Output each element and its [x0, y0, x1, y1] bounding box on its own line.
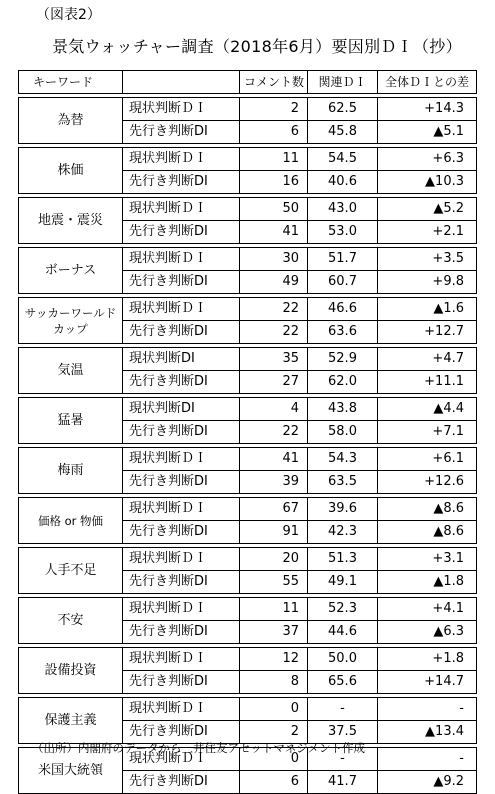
count-cell: 22	[240, 298, 308, 321]
diff-cell: +3.1	[378, 548, 477, 571]
related-di-cell: -	[308, 698, 378, 721]
count-cell: 49	[240, 271, 308, 294]
diff-cell: +7.1	[378, 421, 477, 444]
table-row	[19, 398, 477, 421]
keyword-cell: 気温	[19, 348, 123, 394]
table-row	[19, 598, 477, 621]
type-cell: 現状判断DI	[123, 348, 240, 371]
related-di-cell: 44.6	[308, 621, 378, 644]
type-cell: 先行き判断DI	[123, 271, 240, 294]
related-di-cell: 52.3	[308, 598, 378, 621]
diff-cell: +4.1	[378, 598, 477, 621]
diff-cell: ▲1.8	[378, 571, 477, 594]
diff-cell: ▲13.4	[378, 721, 477, 744]
related-di-cell: 43.8	[308, 398, 378, 421]
header-row	[19, 71, 477, 94]
source-note: （出所）内閣府のデータから三井住友アセットマネジメント作成	[32, 741, 366, 755]
related-di-cell: 50.0	[308, 648, 378, 671]
keyword-cell: 不安	[19, 598, 123, 644]
table-row	[19, 298, 477, 321]
type-cell: 現状判断ＤＩ	[123, 248, 240, 271]
type-cell: 先行き判断DI	[123, 771, 240, 794]
diff-cell: +3.5	[378, 248, 477, 271]
related-di-cell: 63.5	[308, 471, 378, 494]
table-row	[19, 148, 477, 171]
diff-cell: ▲6.3	[378, 621, 477, 644]
count-cell: 8	[240, 671, 308, 694]
diff-cell: +2.1	[378, 221, 477, 244]
diff-cell: +6.1	[378, 448, 477, 471]
type-cell: 現状判断ＤＩ	[123, 298, 240, 321]
header-related: 関連ＤＩ	[308, 71, 378, 94]
header-keyword: キーワード	[19, 71, 123, 94]
diff-cell: ▲10.3	[378, 171, 477, 194]
diff-cell: +1.8	[378, 648, 477, 671]
type-cell: 先行き判断DI	[123, 321, 240, 344]
count-cell: 41	[240, 448, 308, 471]
related-di-cell: 53.0	[308, 221, 378, 244]
keyword-cell: 設備投資	[19, 648, 123, 694]
keyword-cell: サッカーワールドカップ	[19, 298, 123, 344]
related-di-cell: 51.3	[308, 548, 378, 571]
diff-cell: +12.6	[378, 471, 477, 494]
keyword-cell: 保護主義	[19, 698, 123, 744]
diff-cell: ▲1.6	[378, 298, 477, 321]
type-cell: 先行き判断DI	[123, 121, 240, 144]
type-cell: 現状判断ＤＩ	[123, 698, 240, 721]
type-cell: 現状判断ＤＩ	[123, 198, 240, 221]
diff-cell: ▲5.1	[378, 121, 477, 144]
table-row	[19, 648, 477, 671]
related-di-cell: 52.9	[308, 348, 378, 371]
type-cell: 現状判断ＤＩ	[123, 648, 240, 671]
count-cell: 0	[240, 748, 308, 771]
related-di-cell: 58.0	[308, 421, 378, 444]
related-di-cell: 51.7	[308, 248, 378, 271]
related-di-cell: -	[308, 748, 378, 771]
diff-cell: +6.3	[378, 148, 477, 171]
count-cell: 39	[240, 471, 308, 494]
related-di-cell: 37.5	[308, 721, 378, 744]
count-cell: 11	[240, 148, 308, 171]
type-cell: 先行き判断DI	[123, 571, 240, 594]
count-cell: 55	[240, 571, 308, 594]
related-di-cell: 54.5	[308, 148, 378, 171]
diff-cell: +4.7	[378, 348, 477, 371]
count-cell: 30	[240, 248, 308, 271]
type-cell: 現状判断ＤＩ	[123, 148, 240, 171]
header-count: コメント数	[240, 71, 308, 94]
related-di-cell: 62.5	[308, 98, 378, 121]
di-table	[18, 70, 477, 794]
table-row	[19, 248, 477, 271]
related-di-cell: 39.6	[308, 498, 378, 521]
count-cell: 12	[240, 648, 308, 671]
related-di-cell: 49.1	[308, 571, 378, 594]
type-cell: 先行き判断DI	[123, 171, 240, 194]
count-cell: 22	[240, 321, 308, 344]
count-cell: 2	[240, 721, 308, 744]
table-row	[19, 98, 477, 121]
type-cell: 現状判断ＤＩ	[123, 98, 240, 121]
keyword-cell: 地震・震災	[19, 198, 123, 244]
header-type	[123, 71, 240, 94]
count-cell: 6	[240, 771, 308, 794]
count-cell: 50	[240, 198, 308, 221]
type-cell: 先行き判断DI	[123, 471, 240, 494]
table-row	[19, 498, 477, 521]
count-cell: 41	[240, 221, 308, 244]
related-di-cell: 65.6	[308, 671, 378, 694]
keyword-cell: 猛暑	[19, 398, 123, 444]
related-di-cell: 42.3	[308, 521, 378, 544]
type-cell: 先行き判断DI	[123, 671, 240, 694]
type-cell: 先行き判断DI	[123, 221, 240, 244]
count-cell: 37	[240, 621, 308, 644]
related-di-cell: 41.7	[308, 771, 378, 794]
diff-cell: +11.1	[378, 371, 477, 394]
diff-cell: +14.3	[378, 98, 477, 121]
table-row	[19, 198, 477, 221]
count-cell: 6	[240, 121, 308, 144]
count-cell: 22	[240, 421, 308, 444]
type-cell: 現状判断DI	[123, 398, 240, 421]
related-di-cell: 62.0	[308, 371, 378, 394]
count-cell: 27	[240, 371, 308, 394]
diff-cell: -	[378, 698, 477, 721]
keyword-cell: 為替	[19, 98, 123, 144]
diff-cell: -	[378, 748, 477, 771]
figure-label: （図表2）	[36, 7, 101, 23]
type-cell: 現状判断ＤＩ	[123, 748, 240, 771]
type-cell: 現状判断ＤＩ	[123, 448, 240, 471]
keyword-cell: 人手不足	[19, 548, 123, 594]
keyword-cell: ボーナス	[19, 248, 123, 294]
type-cell: 先行き判断DI	[123, 421, 240, 444]
type-cell: 現状判断ＤＩ	[123, 548, 240, 571]
related-di-cell: 45.8	[308, 121, 378, 144]
related-di-cell: 63.6	[308, 321, 378, 344]
count-cell: 91	[240, 521, 308, 544]
related-di-cell: 43.0	[308, 198, 378, 221]
count-cell: 67	[240, 498, 308, 521]
diff-cell: +12.7	[378, 321, 477, 344]
table-title: 景気ウォッチャー調査（2018年6月）要因別ＤＩ（抄）	[52, 37, 462, 56]
diff-cell: ▲5.2	[378, 198, 477, 221]
table-row	[19, 448, 477, 471]
table-row	[19, 698, 477, 721]
count-cell: 0	[240, 698, 308, 721]
diff-cell: ▲9.2	[378, 771, 477, 794]
related-di-cell: 60.7	[308, 271, 378, 294]
count-cell: 35	[240, 348, 308, 371]
table-row	[19, 548, 477, 571]
type-cell: 先行き判断DI	[123, 721, 240, 744]
keyword-cell: 価格 or 物価	[19, 498, 123, 544]
count-cell: 11	[240, 598, 308, 621]
diff-cell: ▲8.6	[378, 521, 477, 544]
diff-cell: ▲4.4	[378, 398, 477, 421]
keyword-cell: 米国大統領	[19, 748, 123, 794]
count-cell: 16	[240, 171, 308, 194]
diff-cell: +9.8	[378, 271, 477, 294]
type-cell: 先行き判断DI	[123, 521, 240, 544]
diff-cell: +14.7	[378, 671, 477, 694]
count-cell: 20	[240, 548, 308, 571]
count-cell: 2	[240, 98, 308, 121]
type-cell: 現状判断ＤＩ	[123, 598, 240, 621]
keyword-cell: 株価	[19, 148, 123, 194]
type-cell: 先行き判断DI	[123, 371, 240, 394]
related-di-cell: 40.6	[308, 171, 378, 194]
related-di-cell: 54.3	[308, 448, 378, 471]
diff-cell: ▲8.6	[378, 498, 477, 521]
table-row	[19, 348, 477, 371]
type-cell: 先行き判断DI	[123, 621, 240, 644]
related-di-cell: 46.6	[308, 298, 378, 321]
type-cell: 現状判断ＤＩ	[123, 498, 240, 521]
table-body	[19, 94, 477, 794]
keyword-cell: 梅雨	[19, 448, 123, 494]
header-diff: 全体ＤＩとの差	[378, 71, 477, 94]
count-cell: 4	[240, 398, 308, 421]
